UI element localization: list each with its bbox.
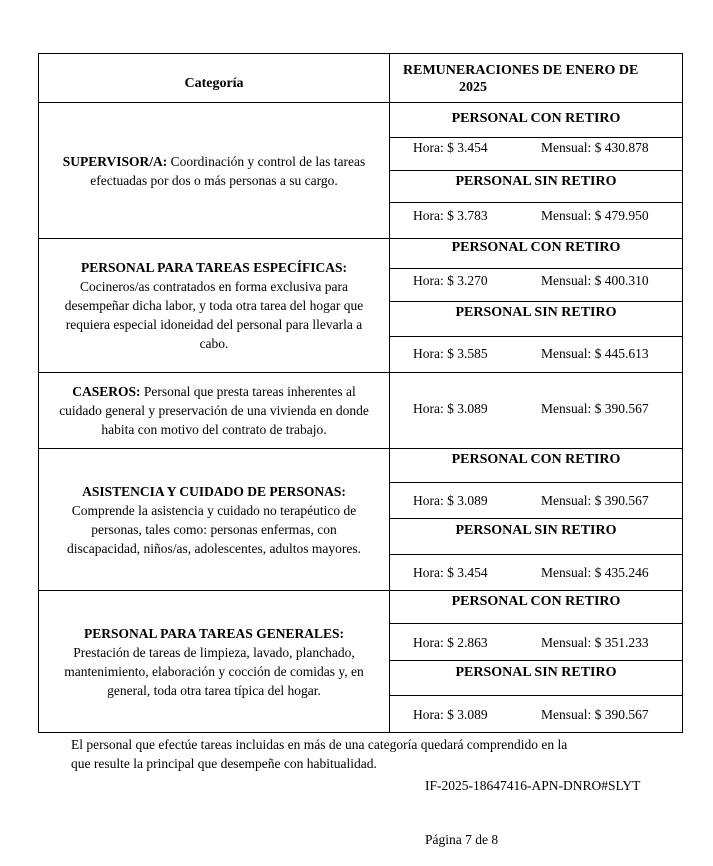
category-desc-line: Coordinación y control de las tareas <box>170 153 366 169</box>
category-desc-line: Prestación de tareas de limpieza, lavado, planchado, <box>73 644 355 660</box>
monthly-rate: Mensual: $ 430.878 <box>541 140 649 155</box>
category-desc-line: general, toda otra tarea típica del hogar. <box>107 682 321 698</box>
category-desc-line: Cocineros/as contratados en forma exclusiva para <box>79 279 349 294</box>
category-general-tasks <box>39 591 389 732</box>
sub-divider <box>390 202 682 203</box>
hour-rate: Hora: $ 3.089 <box>413 707 488 722</box>
sub-divider <box>390 554 682 555</box>
remuneration-table <box>38 53 683 733</box>
sub-divider <box>390 137 682 138</box>
category-desc-line: Personal que presta tareas inherentes al <box>143 384 356 399</box>
header-remuneration <box>403 62 668 96</box>
category-desc-line: discapacidad, niños/as, adolescentes, adultos mayores. <box>67 540 361 556</box>
category-caseros-line1 <box>72 382 355 401</box>
monthly-rate: Mensual: $ 351.233 <box>541 635 649 650</box>
category-title: PERSONAL PARA TAREAS ESPECÍFICAS: <box>81 260 347 275</box>
sub-divider <box>390 301 682 302</box>
monthly-rate: Mensual: $ 400.310 <box>541 273 649 288</box>
category-title: PERSONAL PARA TAREAS GENERALES: <box>84 625 344 641</box>
category-desc-line: habita con motivo del contrato de trabajo. <box>101 422 327 437</box>
sub-divider <box>390 623 682 624</box>
monthly-rate: Mensual: $ 390.567 <box>541 401 649 416</box>
category-care-assistance <box>39 449 389 590</box>
sub-divider <box>390 170 682 171</box>
category-desc-line: cuidado general y preservación de una vivienda en donde <box>59 403 369 418</box>
sub-divider <box>390 482 682 483</box>
category-desc-line: requiera especial idoneidad del personal para llevarla a <box>65 317 363 332</box>
hour-rate: Hora: $ 2.863 <box>413 635 488 650</box>
monthly-rate: Mensual: $ 390.567 <box>541 493 649 508</box>
category-title: ASISTENCIA Y CUIDADO DE PERSONAS: <box>82 483 346 499</box>
category-desc-line: desempeñar dicha labor, y toda otra tarea del hogar que <box>64 298 364 313</box>
header-remuneration-line2: 2025 <box>459 80 487 95</box>
footnote-line: que resulte la principal que desempeñe con habitualidad. <box>71 756 377 771</box>
monthly-rate: Mensual: $ 445.613 <box>541 346 649 361</box>
hour-rate: Hora: $ 3.089 <box>413 401 488 416</box>
category-desc-line: efectuadas por dos o más personas a su cargo. <box>90 172 338 188</box>
label-con-retiro: PERSONAL CON RETIRO <box>451 452 621 467</box>
sub-divider <box>390 518 682 519</box>
monthly-rate: Mensual: $ 435.246 <box>541 565 649 580</box>
sub-divider <box>390 660 682 661</box>
label-sin-retiro: PERSONAL SIN RETIRO <box>455 305 617 320</box>
page-number: Página 7 de 8 <box>425 832 499 847</box>
sub-divider <box>390 695 682 696</box>
hour-rate: Hora: $ 3.585 <box>413 346 488 361</box>
category-title: SUPERVISOR/A: <box>62 153 168 169</box>
hour-rate: Hora: $ 3.454 <box>413 140 488 155</box>
category-title: CASEROS: <box>72 384 141 399</box>
category-supervisor <box>39 103 389 238</box>
hour-rate: Hora: $ 3.270 <box>413 273 488 288</box>
category-supervisor-line1 <box>63 152 366 171</box>
label-con-retiro: PERSONAL CON RETIRO <box>451 594 621 609</box>
label-sin-retiro: PERSONAL SIN RETIRO <box>455 174 617 189</box>
footnote <box>71 735 631 773</box>
label-sin-retiro: PERSONAL SIN RETIRO <box>455 523 617 538</box>
monthly-rate: Mensual: $ 479.950 <box>541 208 649 223</box>
column-divider <box>389 54 390 732</box>
category-desc-line: mantenimiento, elaboración y cocción de comidas y, en <box>64 663 364 679</box>
category-desc-line: cabo. <box>199 336 229 351</box>
sub-divider <box>390 268 682 269</box>
category-desc-line: Comprende la asistencia y cuidado no terapéutico de <box>71 502 357 518</box>
header-remuneration-line1: REMUNERACIONES DE ENERO DE <box>403 63 639 78</box>
hour-rate: Hora: $ 3.454 <box>413 565 488 580</box>
category-caseros <box>39 373 389 448</box>
hour-rate: Hora: $ 3.089 <box>413 493 488 508</box>
monthly-rate: Mensual: $ 390.567 <box>541 707 649 722</box>
label-con-retiro: PERSONAL CON RETIRO <box>451 111 621 126</box>
document-id: IF-2025-18647416-APN-DNRO#SLYT <box>425 778 641 793</box>
sub-divider <box>390 336 682 337</box>
footnote-line: El personal que efectúe tareas incluidas en más de una categoría quedará comprendido en la <box>71 737 568 752</box>
label-sin-retiro: PERSONAL SIN RETIRO <box>455 665 617 680</box>
header-category: Categoría <box>184 76 244 91</box>
label-con-retiro: PERSONAL CON RETIRO <box>451 240 621 255</box>
hour-rate: Hora: $ 3.783 <box>413 208 488 223</box>
category-desc-line: personas, tales como: personas enfermas, con <box>91 521 337 537</box>
category-specific-tasks <box>39 239 389 372</box>
